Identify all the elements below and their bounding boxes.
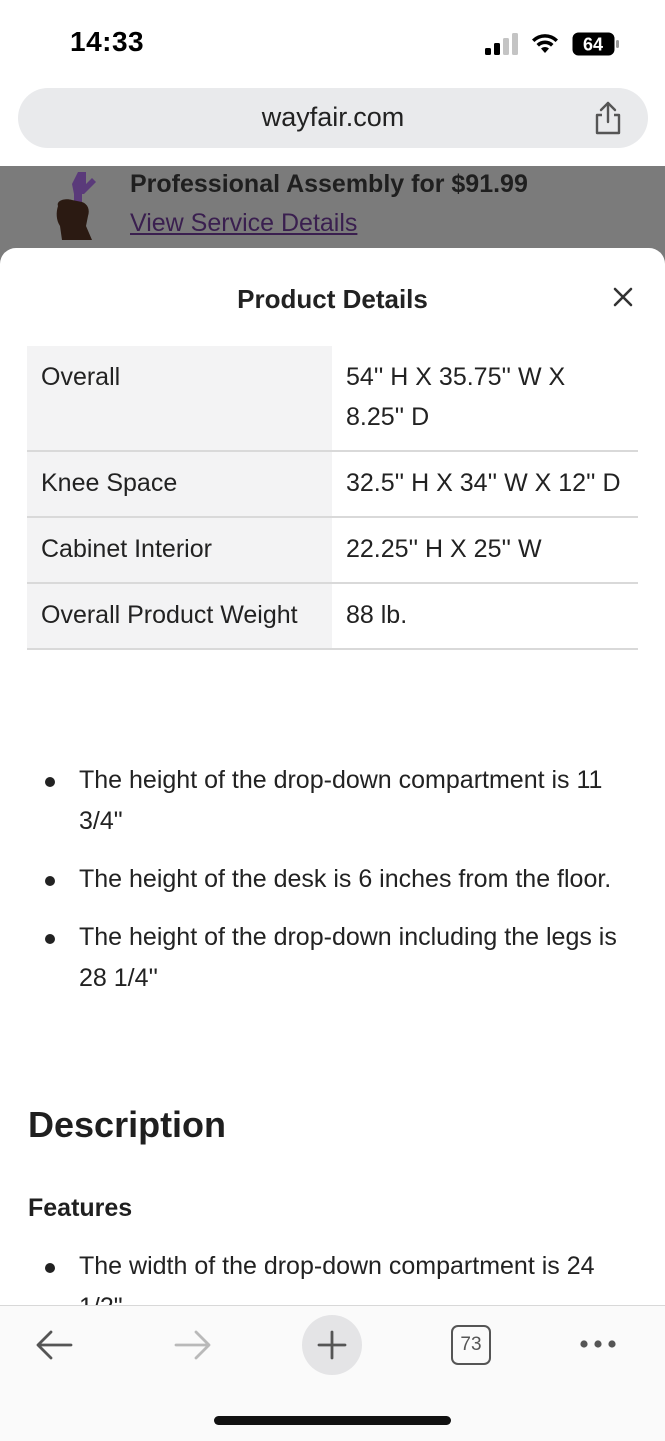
status-time: 14:33 (70, 26, 145, 57)
description-heading: Description (28, 1104, 227, 1145)
spec-label: Cabinet Interior (27, 517, 332, 583)
home-indicator (214, 1416, 451, 1425)
product-details-sheet (0, 248, 665, 1306)
sheet-title: Product Details (237, 284, 428, 314)
tabs-icon[interactable]: 73 (451, 1325, 491, 1365)
spec-label: Knee Space (27, 451, 332, 517)
battery-level: 64 (582, 34, 604, 55)
spec-value: 88 lb. (332, 583, 638, 649)
new-tab-button[interactable] (302, 1315, 362, 1375)
list-item: The height of the drop-down including the legs is 28 1/4'' (28, 917, 628, 999)
forward-arrow-icon[interactable] (172, 1326, 214, 1364)
table-row (27, 451, 638, 517)
spec-value: 32.5'' H X 34'' W X 12'' D (332, 451, 638, 517)
plus-icon (302, 1315, 362, 1375)
list-item: The height of the desk is 6 inches from the floor. (28, 859, 628, 900)
specs-table (27, 346, 638, 650)
address-bar[interactable] (18, 88, 648, 148)
list-item: The width of the drop-down compartment is 24 (28, 1246, 628, 1328)
spec-value: 54'' H X 35.75'' W X 8.25'' D (332, 346, 638, 451)
more-icon[interactable] (577, 1332, 619, 1356)
spec-label: Overall (27, 346, 332, 451)
table-row (27, 583, 638, 649)
share-icon[interactable] (591, 100, 625, 136)
table-row (27, 346, 638, 451)
wrench-hand-icon (52, 170, 98, 242)
signal-icon (485, 33, 519, 55)
assembly-title: Professional Assembly for $91.99 (130, 170, 528, 198)
back-arrow-icon[interactable] (33, 1326, 75, 1364)
details-bullet-list (28, 760, 628, 1016)
list-item: The height of the drop-down compartment is 11 3/4" (28, 760, 628, 842)
table-row (27, 517, 638, 583)
wifi-icon (530, 31, 560, 55)
status-bar (0, 0, 665, 88)
battery-icon (572, 32, 620, 56)
close-icon[interactable] (608, 282, 638, 312)
spec-value: 22.25'' H X 25'' W (332, 517, 638, 583)
view-service-details-link[interactable]: View Service Details (130, 209, 358, 237)
features-heading: Features (28, 1194, 133, 1222)
url-text[interactable]: wayfair.com (261, 102, 405, 132)
spec-label: Overall Product Weight (27, 583, 332, 649)
